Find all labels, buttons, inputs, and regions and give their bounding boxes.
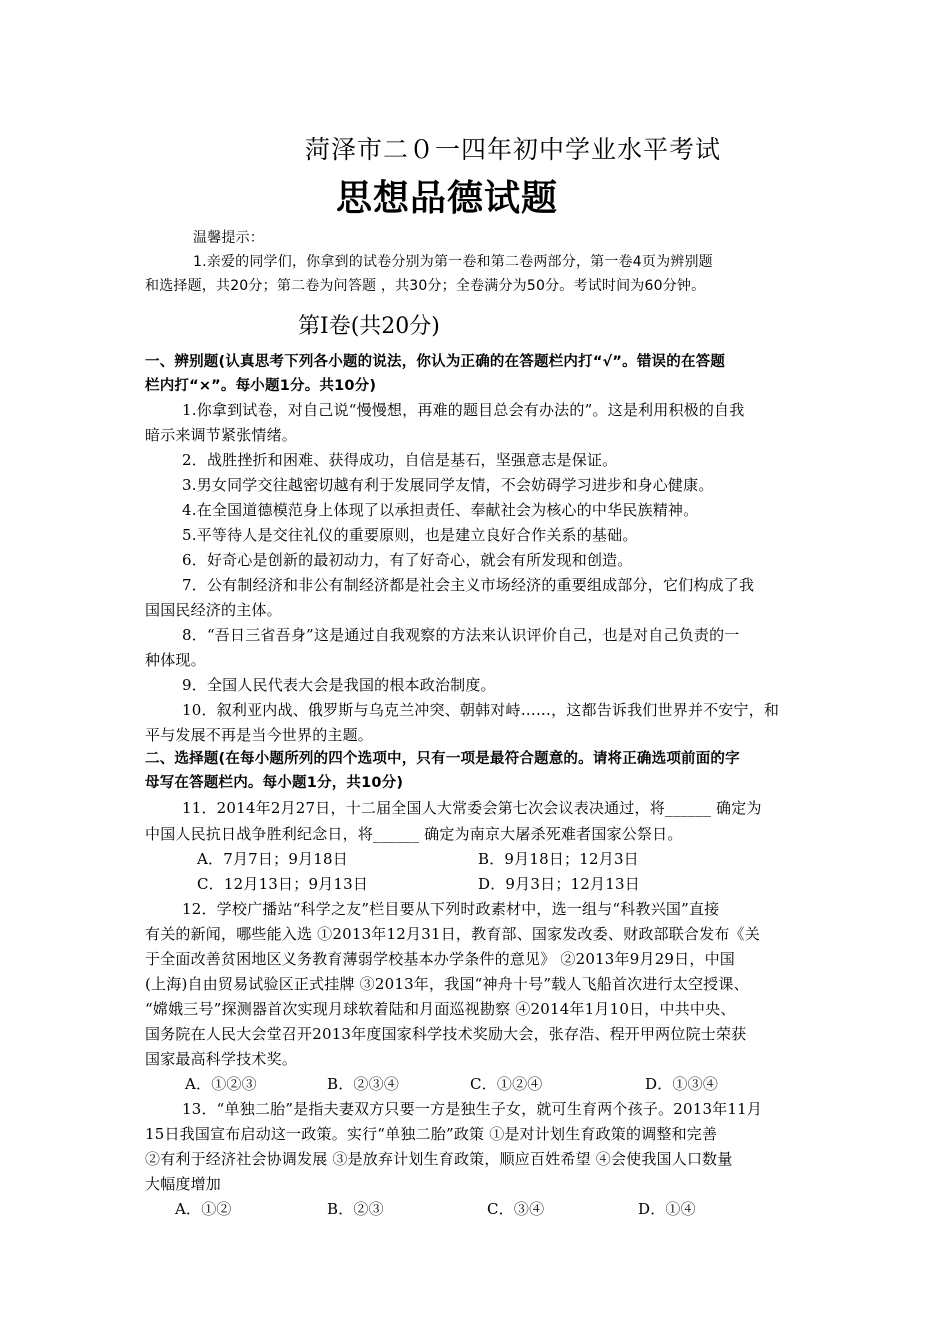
s1-item-8-line1: 8．“吾日三省吾身”这是通过自我观察的方法来认识评价自己，也是对自己负责的一 [182,626,740,644]
q13-option-b: B．②③ [327,1200,384,1218]
q12-option-c: C．①②④ [470,1075,543,1093]
q11-option-a: A．7月7日；9月18日 [197,850,348,868]
q12-line4: (上海)自由贸易试验区正式挂牌 ③2013年，我国“神舟十号”载人飞船首次进行太空授课、 [145,975,749,993]
s1-item-6: 6．好奇心是创新的最初动力，有了好奇心，就会有所发现和创造。 [182,551,633,569]
notice-line-1: 1.亲爱的同学们，你拿到的试卷分别为第一卷和第二卷两部分，第一卷4页为辨别题 [193,254,713,270]
q11-option-b: B．9月18日；12月3日 [478,850,639,868]
s1-item-10-line1: 10．叙利亚内战、俄罗斯与乌克兰冲突、朝韩对峙……，这都告诉我们世界并不安宁，和 [182,701,780,719]
volume-title: 第Ⅰ卷(共20分) [298,314,440,339]
notice-line-2: 和选择题，共20分；第二卷为问答题 ，共30分；全卷满分为50分。考试时间为60分钟。 [145,278,706,294]
subject-title: 思想品德试题 [336,178,559,219]
q12-line7: 国家最高科学技术奖。 [145,1050,298,1068]
q12-line2: 有关的新闻，哪些能入选 ①2013年12月31日，教育部、国家发改委、财政部联合发布《关 [145,925,760,943]
q12-line1: 12．学校广播站“科学之友”栏目要从下列时政素材中，选一组与“科教兴国”直接 [182,900,720,918]
section1-heading-line2: 栏内打“×”。每小题1分。共10分) [145,378,377,394]
notice-label: 温馨提示： [193,230,264,246]
exam-title: 菏泽市二０一四年初中学业水平考试 [305,135,722,164]
q13-line2: 15日我国宣布启动这一政策。实行“单独二胎”政策 ①是对计划生育政策的调整和完善 [145,1125,718,1143]
q13-line1: 13．“单独二胎”是指夫妻双方只要一方是独生子女，就可生育两个孩子。2013年11月 [182,1100,763,1118]
s1-item-2: 2．战胜挫折和困难、获得成功，自信是基石，坚强意志是保证。 [182,451,618,469]
s1-item-8-line2: 种体现。 [145,651,206,669]
s1-item-1-line2: 暗示来调节紧张情绪。 [145,426,298,444]
s1-item-7-line1: 7．公有制经济和非公有制经济都是社会主义市场经济的重要组成部分，它们构成了我 [182,576,755,594]
q12-option-a: A．①②③ [185,1075,257,1093]
section1-heading-line1: 一、辨别题(认真思考下列各小题的说法，你认为正确的在答题栏内打“√”。错误的在答题 [145,354,726,370]
q13-line4: 大幅度增加 [145,1175,222,1193]
q12-option-d: D．①③④ [645,1075,719,1093]
s1-item-5: 5.平等待人是交往礼仪的重要原则，也是建立良好合作关系的基础。 [182,526,638,544]
q12-line5: “嫦娥三号”探测器首次实现月球软着陆和月面巡视勘察 ④2014年1月10日，中共中央、 [145,1000,736,1018]
q13-line3: ②有利于经济社会协调发展 ③是放弃计划生育政策，顺应百姓希望 ④会使我国人口数量 [145,1150,733,1168]
s1-item-7-line2: 国国民经济的主体。 [145,601,282,619]
section2-heading-line1: 二、选择题(在每小题所列的四个选项中，只有一项是最符合题意的。请将正确选项前面的字 [145,751,740,767]
q13-option-a: A．①② [175,1200,232,1218]
s1-item-4: 4.在全国道德模范身上体现了以承担责任、奉献社会为核心的中华民族精神。 [182,501,699,519]
q13-option-c: C．③④ [487,1200,545,1218]
q12-line6: 国务院在人民大会堂召开2013年度国家科学技术奖励大会，张存浩、程开甲两位院士荣获 [145,1025,747,1043]
q11-line2: 中国人民抗日战争胜利纪念日，将______ 确定为南京大屠杀死难者国家公祭日。 [145,825,683,843]
s1-item-9: 9．全国人民代表大会是我国的根本政治制度。 [182,676,496,694]
s1-item-1-line1: 1.你拿到试卷，对自己说“慢慢想，再难的题目总会有办法的”。这是利用积极的自我 [182,401,745,419]
q12-option-b: B．②③④ [327,1075,400,1093]
q11-line1: 11．2014年2月27日，十二届全国人大常委会第七次会议表决通过，将______ 确定为 [182,799,762,817]
q11-option-d: D．9月3日；12月13日 [478,875,640,893]
s1-item-10-line2: 平与发展不再是当今世界的主题。 [145,726,374,744]
q12-line3: 于全面改善贫困地区义务教育薄弱学校基本办学条件的意见》 ②2013年9月29日，中国 [145,950,735,968]
q13-option-d: D．①④ [638,1200,696,1218]
s1-item-3: 3.男女同学交往越密切越有利于发展同学友情，不会妨碍学习进步和身心健康。 [182,476,714,494]
section2-heading-line2: 母写在答题栏内。每小题1分，共10分) [145,775,404,791]
q11-option-c: C．12月13日；9月13日 [197,875,369,893]
